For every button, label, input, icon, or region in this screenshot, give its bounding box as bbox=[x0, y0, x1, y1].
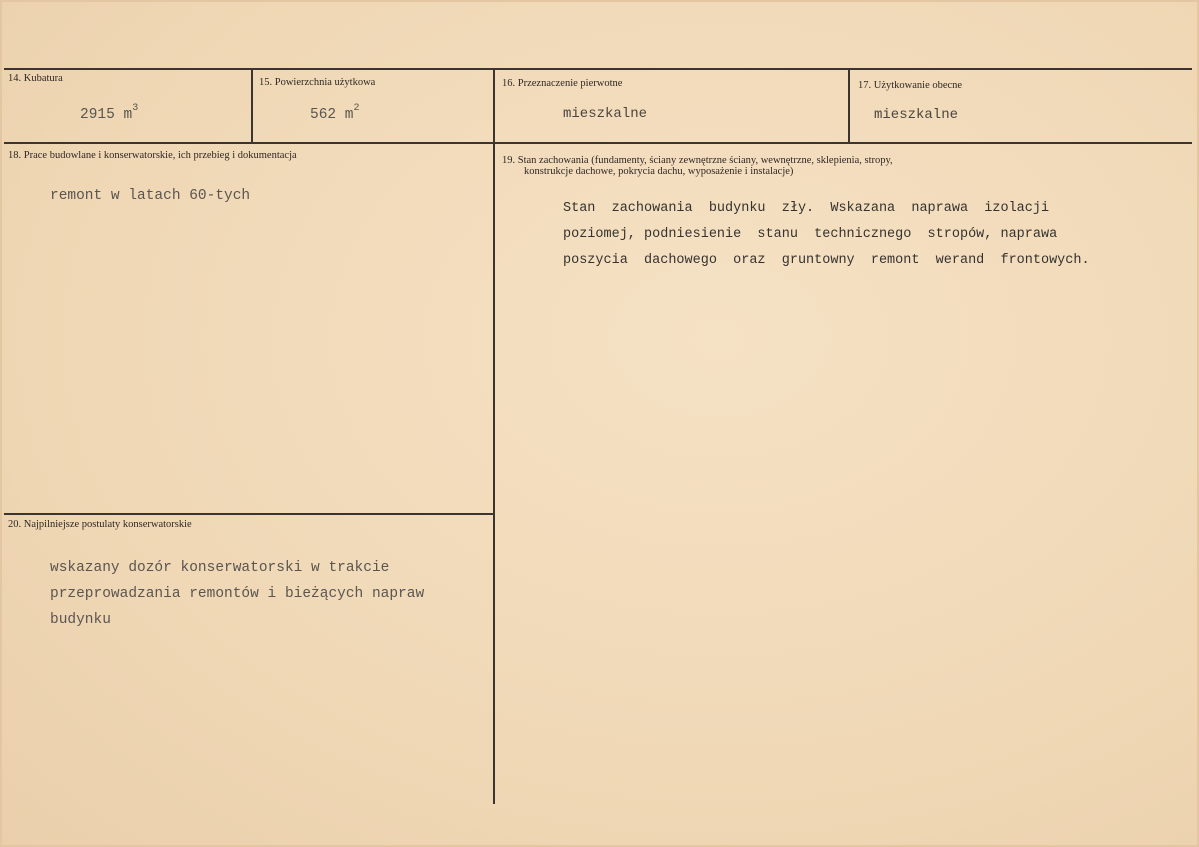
field-20-text bbox=[50, 555, 424, 633]
col-divider-1 bbox=[251, 68, 253, 143]
field-15-value: 562 $m^2$ bbox=[310, 103, 360, 123]
field-17-label: 17. Użytkowanie obecne bbox=[858, 80, 963, 91]
field-15-label: 15. Powierzchnia użytkowa bbox=[259, 77, 376, 88]
field-19-line: Stan zachowania budynku zły. Wskazana naprawa izolacji bbox=[563, 201, 1050, 216]
field-20-line: budynku bbox=[50, 612, 111, 628]
row1-rule bbox=[4, 142, 1192, 144]
field-19-line: poszycia dachowego oraz gruntowny remont werand frontowych. bbox=[563, 253, 1090, 268]
field-17-value: mieszkalne bbox=[874, 107, 959, 123]
col-divider-2 bbox=[493, 68, 495, 804]
col-divider-3 bbox=[848, 68, 850, 143]
field20-rule bbox=[4, 513, 494, 515]
field-16-value: mieszkalne bbox=[563, 106, 648, 122]
field-14-label: 14. Kubatura bbox=[8, 73, 63, 84]
field-19-label-line1: 19. Stan zachowania (fundamenty, ściany zewnętrzne ściany, wewnętrzne, sklepienia, stropy, bbox=[502, 155, 893, 166]
field-20-label: 20. Najpilniejsze postulaty konserwatorskie bbox=[8, 519, 192, 530]
field-14-value: 2915 $m^3$ bbox=[80, 103, 139, 123]
field-20-line: wskazany dozór konserwatorski w trakcie bbox=[50, 560, 390, 576]
field-19-text bbox=[563, 196, 1090, 274]
field-19-line: poziomej, podniesienie stanu technicznego stropów, naprawa bbox=[563, 227, 1058, 242]
field-16-label: 16. Przeznaczenie pierwotne bbox=[502, 78, 623, 89]
field-18-label: 18. Prace budowlane i konserwatorskie, ich przebieg i dokumentacja bbox=[8, 150, 297, 161]
field-18-value: remont w latach 60-tych bbox=[50, 188, 251, 204]
field-20-line: przeprowadzania remontów i bieżących napraw bbox=[50, 586, 425, 602]
field-19-label-line2: konstrukcje dachowe, pokrycia dachu, wyposażenie i instalacje) bbox=[524, 166, 794, 177]
top-rule bbox=[4, 68, 1192, 70]
